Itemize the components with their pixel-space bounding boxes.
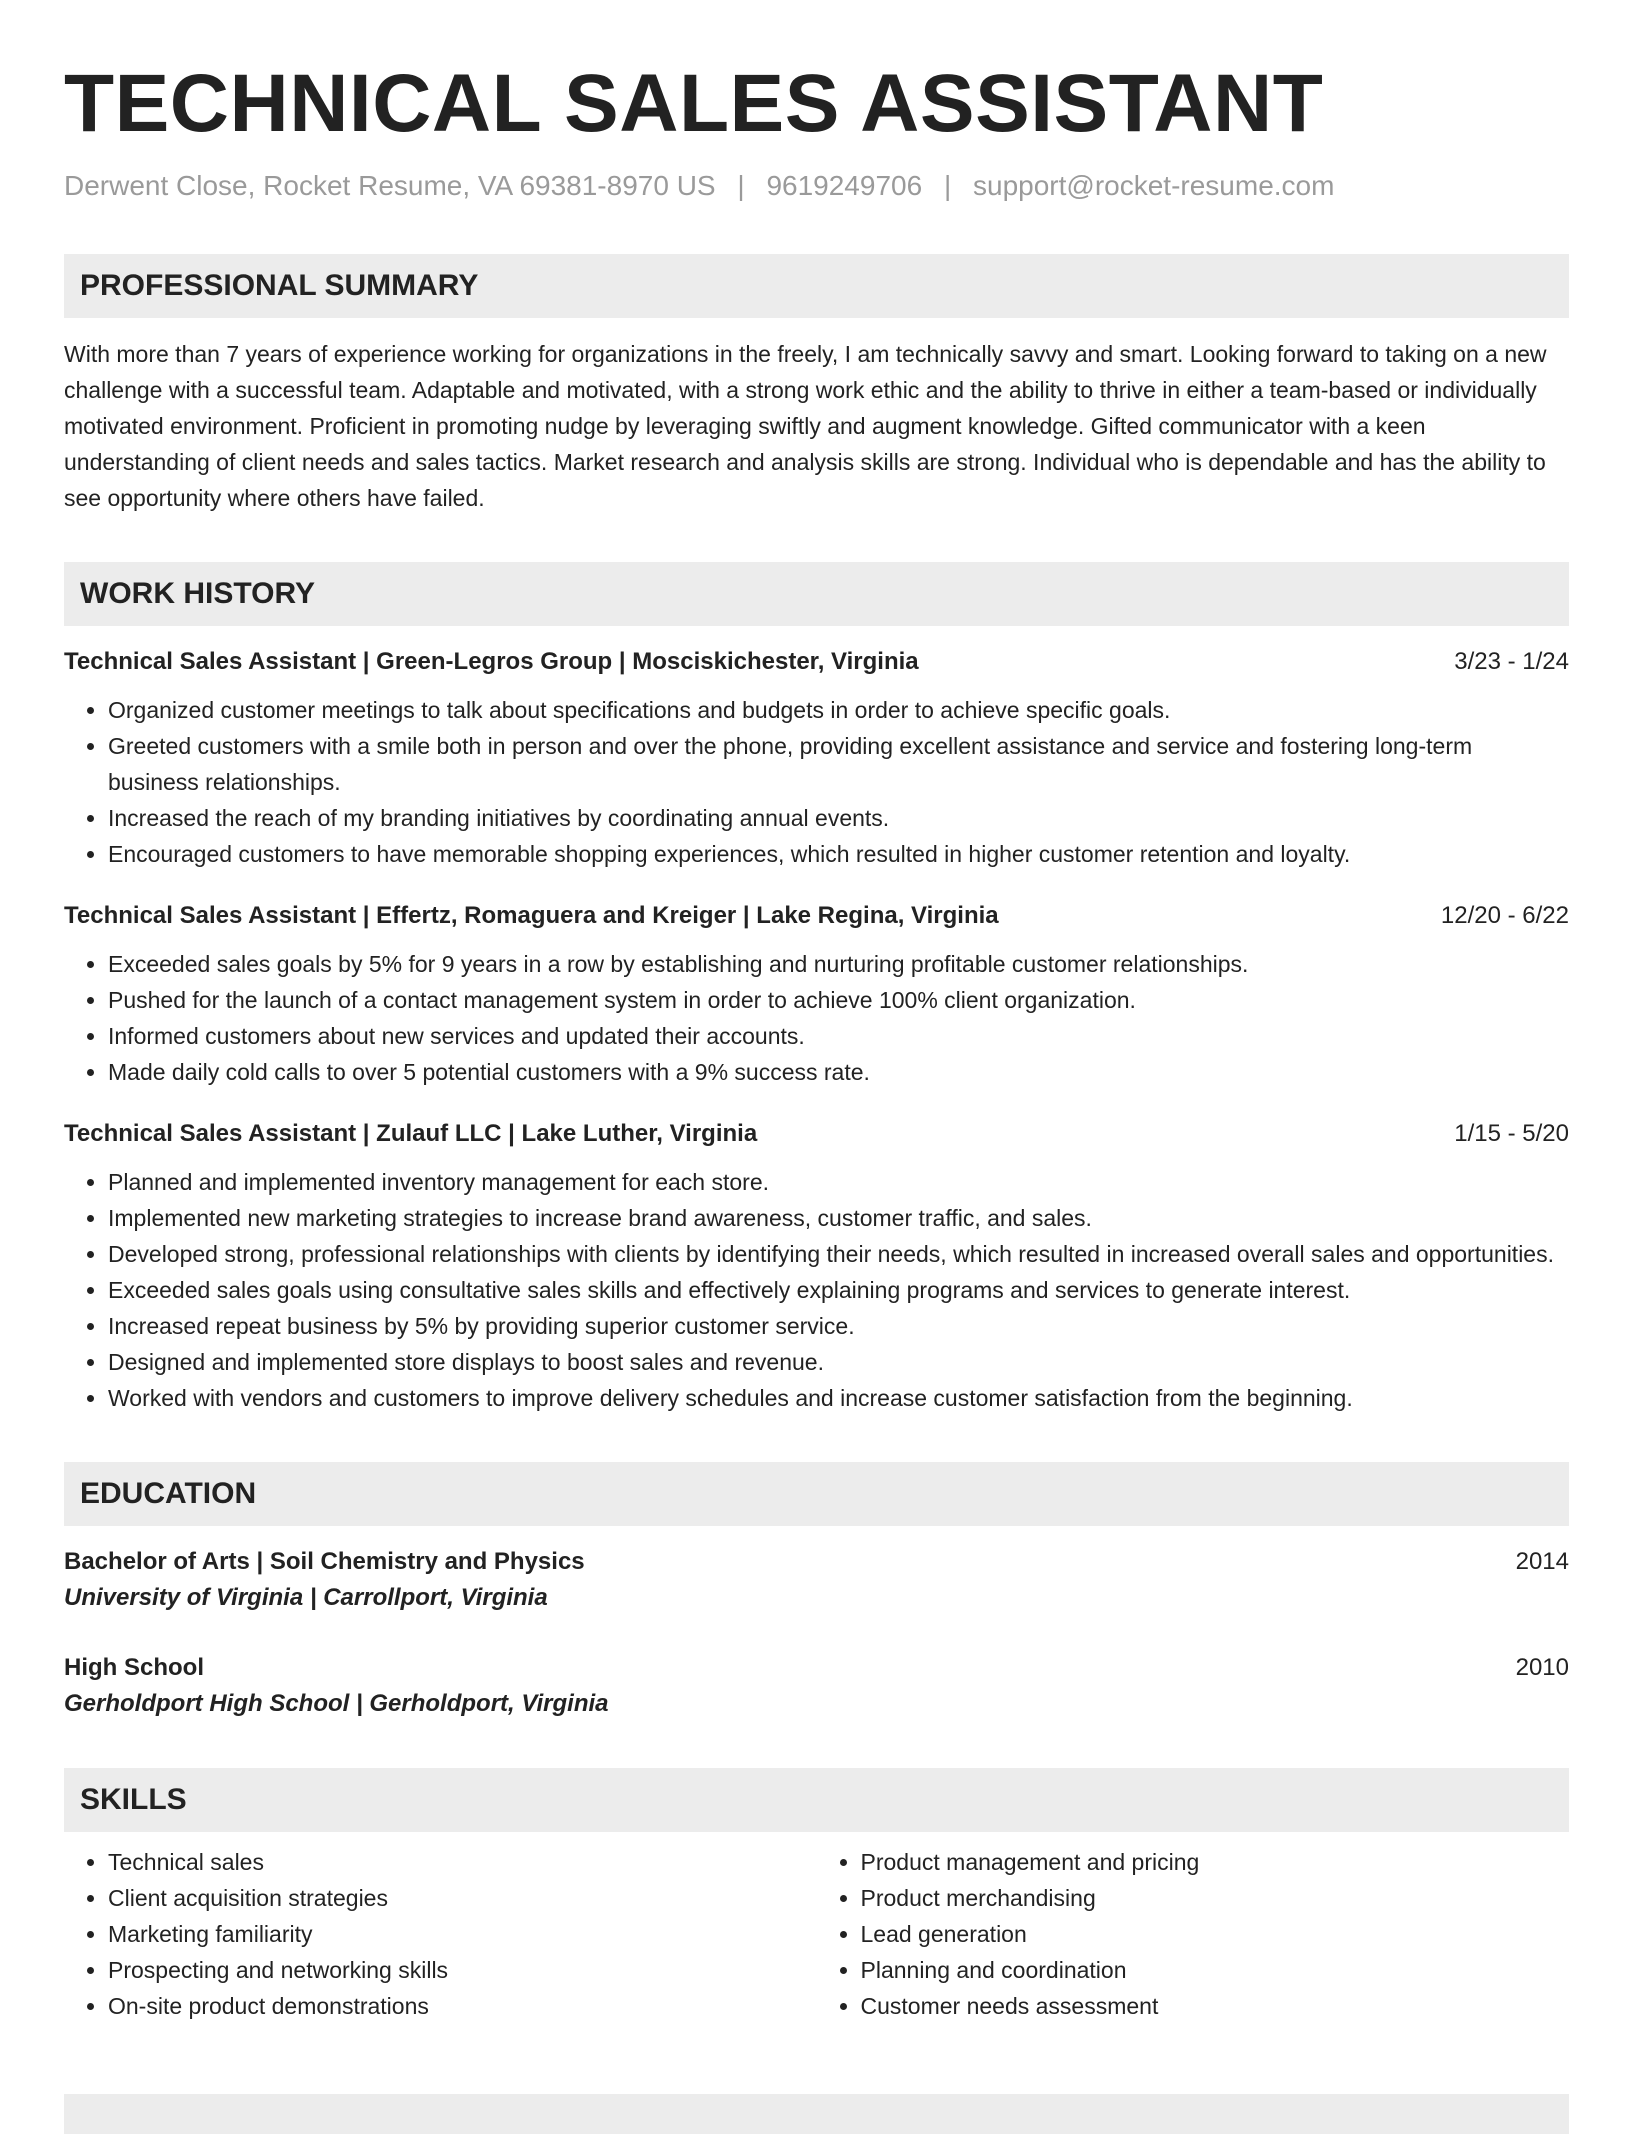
- section-header-skills: [64, 1768, 1569, 1832]
- job-bullets: [64, 946, 1569, 1090]
- list-item: • Made daily cold calls to over 5 potential customers with a 9% success rate.: [108, 1054, 1569, 1090]
- skills-list: [64, 1844, 1569, 2024]
- job-title: Technical Sales Assistant | Zulauf LLC | Lake Luther, Virginia: [64, 1120, 758, 1147]
- job-title: Technical Sales Assistant | Green-Legros Group | Mosciskichester, Virginia: [64, 648, 919, 675]
- education-degree: Bachelor of Arts | Soil Chemistry and Physics: [64, 1548, 585, 1575]
- job-bullets: [64, 1164, 1569, 1416]
- job-bullets: [64, 692, 1569, 872]
- skills-column-left: [64, 1844, 817, 2024]
- skill-item: • Technical sales: [108, 1844, 817, 1880]
- page-title: TECHNICAL SALES ASSISTANT: [64, 58, 1324, 149]
- section-title: SKILLS: [80, 1783, 187, 1816]
- section-title: WORK HISTORY: [80, 577, 316, 610]
- list-item: • Increased the reach of my branding initiatives by coordinating annual events.: [108, 800, 1569, 836]
- education-school: University of Virginia | Carrollport, Virginia: [64, 1584, 548, 1611]
- job-title: Technical Sales Assistant | Effertz, Romaguera and Kreiger | Lake Regina, Virginia: [64, 902, 999, 929]
- list-item: • Informed customers about new services and updated their accounts.: [108, 1018, 1569, 1054]
- education-entry: [64, 1544, 1569, 1616]
- section-title: PROFESSIONAL SUMMARY: [80, 269, 479, 302]
- contact-phone: 9619249706: [766, 170, 923, 201]
- job-dates: 3/23 - 1/24: [1454, 648, 1569, 675]
- job-dates: 1/15 - 5/20: [1454, 1120, 1569, 1147]
- section-header-work-history: [64, 562, 1569, 626]
- contact-line: [64, 168, 1569, 204]
- skill-item: • Prospecting and networking skills: [108, 1952, 817, 1988]
- list-item: • Designed and implemented store displays to boost sales and revenue.: [108, 1344, 1569, 1380]
- job-dates: 12/20 - 6/22: [1440, 902, 1569, 929]
- list-item: • Worked with vendors and customers to improve delivery schedules and increase customer satisfaction from the beginning.: [108, 1380, 1569, 1416]
- education-degree: High School: [64, 1654, 204, 1681]
- list-item: • Encouraged customers to have memorable shopping experiences, which resulted in higher customer retention and loyalty.: [108, 836, 1569, 872]
- job-entry: [64, 898, 1569, 1090]
- section-header-next: [64, 2094, 1569, 2134]
- job-entry: [64, 644, 1569, 872]
- job-entry: [64, 1116, 1569, 1416]
- education-year: 2010: [1515, 1654, 1569, 1681]
- list-item: • Exceeded sales goals using consultative sales skills and effectively explaining programs and services to generate interest.: [108, 1272, 1569, 1308]
- skill-item: • Marketing familiarity: [108, 1916, 817, 1952]
- job-header: [64, 1116, 1569, 1152]
- contact-separator: |: [737, 170, 745, 201]
- section-title: EDUCATION: [80, 1477, 257, 1510]
- skill-item: • Client acquisition strategies: [108, 1880, 817, 1916]
- skills-column-right: [817, 1844, 1570, 2024]
- skill-item: • Planning and coordination: [861, 1952, 1570, 1988]
- skill-item: • Lead generation: [861, 1916, 1570, 1952]
- job-header: [64, 644, 1569, 680]
- contact-address: Derwent Close, Rocket Resume, VA 69381-8970 US: [64, 170, 716, 201]
- education-year: 2014: [1515, 1548, 1569, 1575]
- list-item: • Pushed for the launch of a contact management system in order to achieve 100% client organization.: [108, 982, 1569, 1018]
- summary-text: With more than 7 years of experience working for organizations in the freely, I am technically savvy and smart. Looking forward to taking on a new challenge with a successful team. Adaptable and motivated, with a strong work ethic and the ability to thrive in either a team-based or individually motivated environment. Proficient in promoting nudge by leveraging swiftly and augment knowledge. Gifted communicator with a keen understanding of client needs and sales tactics. Market research and analysis skills are strong. Individual who is dependable and has the ability to see opportunity where others have failed.: [64, 341, 1547, 511]
- education-header: [64, 1650, 1569, 1686]
- list-item: • Greeted customers with a smile both in person and over the phone, providing excellent assistance and service and fostering long-term business relationships.: [108, 728, 1569, 800]
- skill-item: • Customer needs assessment: [861, 1988, 1570, 2024]
- list-item: • Developed strong, professional relationships with clients by identifying their needs, which resulted in increased overall sales and opportunities.: [108, 1236, 1569, 1272]
- skill-item: • Product management and pricing: [861, 1844, 1570, 1880]
- list-item: • Organized customer meetings to talk about specifications and budgets in order to achieve specific goals.: [108, 692, 1569, 728]
- job-header: [64, 898, 1569, 934]
- contact-email: support@rocket-resume.com: [973, 170, 1335, 201]
- skill-item: • Product merchandising: [861, 1880, 1570, 1916]
- list-item: • Exceeded sales goals by 5% for 9 years in a row by establishing and nurturing profitable customer relationships.: [108, 946, 1569, 982]
- contact-separator: |: [943, 170, 952, 201]
- list-item: • Increased repeat business by 5% by providing superior customer service.: [108, 1308, 1569, 1344]
- section-header-summary: [64, 254, 1569, 318]
- education-header: [64, 1544, 1569, 1580]
- section-header-education: [64, 1462, 1569, 1526]
- education-entry: [64, 1650, 1569, 1722]
- skill-item: • On-site product demonstrations: [108, 1988, 817, 2024]
- list-item: • Planned and implemented inventory management for each store.: [108, 1164, 1569, 1200]
- list-item: • Implemented new marketing strategies to increase brand awareness, customer traffic, and sales.: [108, 1200, 1569, 1236]
- education-school: Gerholdport High School | Gerholdport, Virginia: [64, 1690, 609, 1717]
